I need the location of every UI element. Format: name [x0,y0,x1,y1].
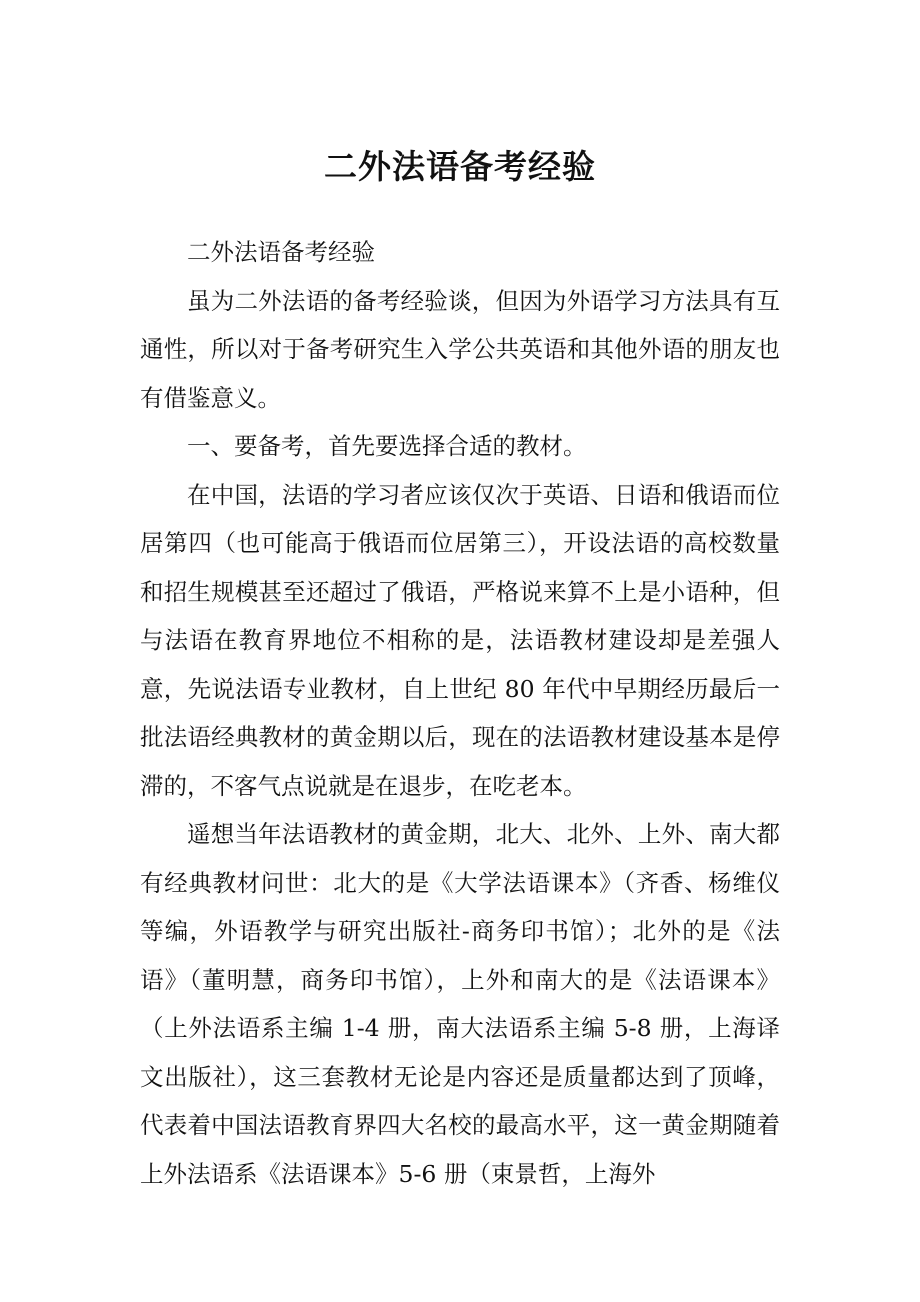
paragraph-background: 在中国，法语的学习者应该仅次于英语、日语和俄语而位居第四（也可能高于俄语而位居第三），开设法语的高校数量和招生规模甚至还超过了俄语，严格说来算不上是小语种，但与法语在教育界地位不相称的是，法语教材建设却是差强人意，先说法语专业教材，自上世纪 80 年代中早期经历最后一批法语经典教材的黄金期以后，现在的法语教材建设基本是停滞的，不客气点说就是在退步，在吃老本。 [140,480,780,800]
paragraph-section-heading: 一、要备考，首先要选择合适的教材。 [187,432,587,460]
paragraph-subtitle: 二外法语备考经验 [187,238,375,266]
document-body [140,228,780,1198]
document-title: 二外法语备考经验 [324,147,596,186]
paragraph-intro: 虽为二外法语的备考经验谈，但因为外语学习方法具有互通性，所以对于备考研究生入学公共英语和其他外语的朋友也有借鉴意义。 [140,286,780,412]
paragraph-golden-age: 遥想当年法语教材的黄金期，北大、北外、上外、南大都有经典教材问世：北大的是《大学法语课本》（齐香、杨维仪等编，外语教学与研究出版社-商务印书馆）；北外的是《法语》（董明慧，商务印书馆），上外和南大的是《法语课本》（上外法语系主编 1-4 册，南大法语系主编 5-8 册，上海译文出版社），这三套教材无论是内容还是质量都达到了顶峰，代表着中国法语教育界四大名校的最高水平，这一黄金期随着上外法语系《法语课本》5-6 册（束景哲，上海外 [140,820,780,1188]
